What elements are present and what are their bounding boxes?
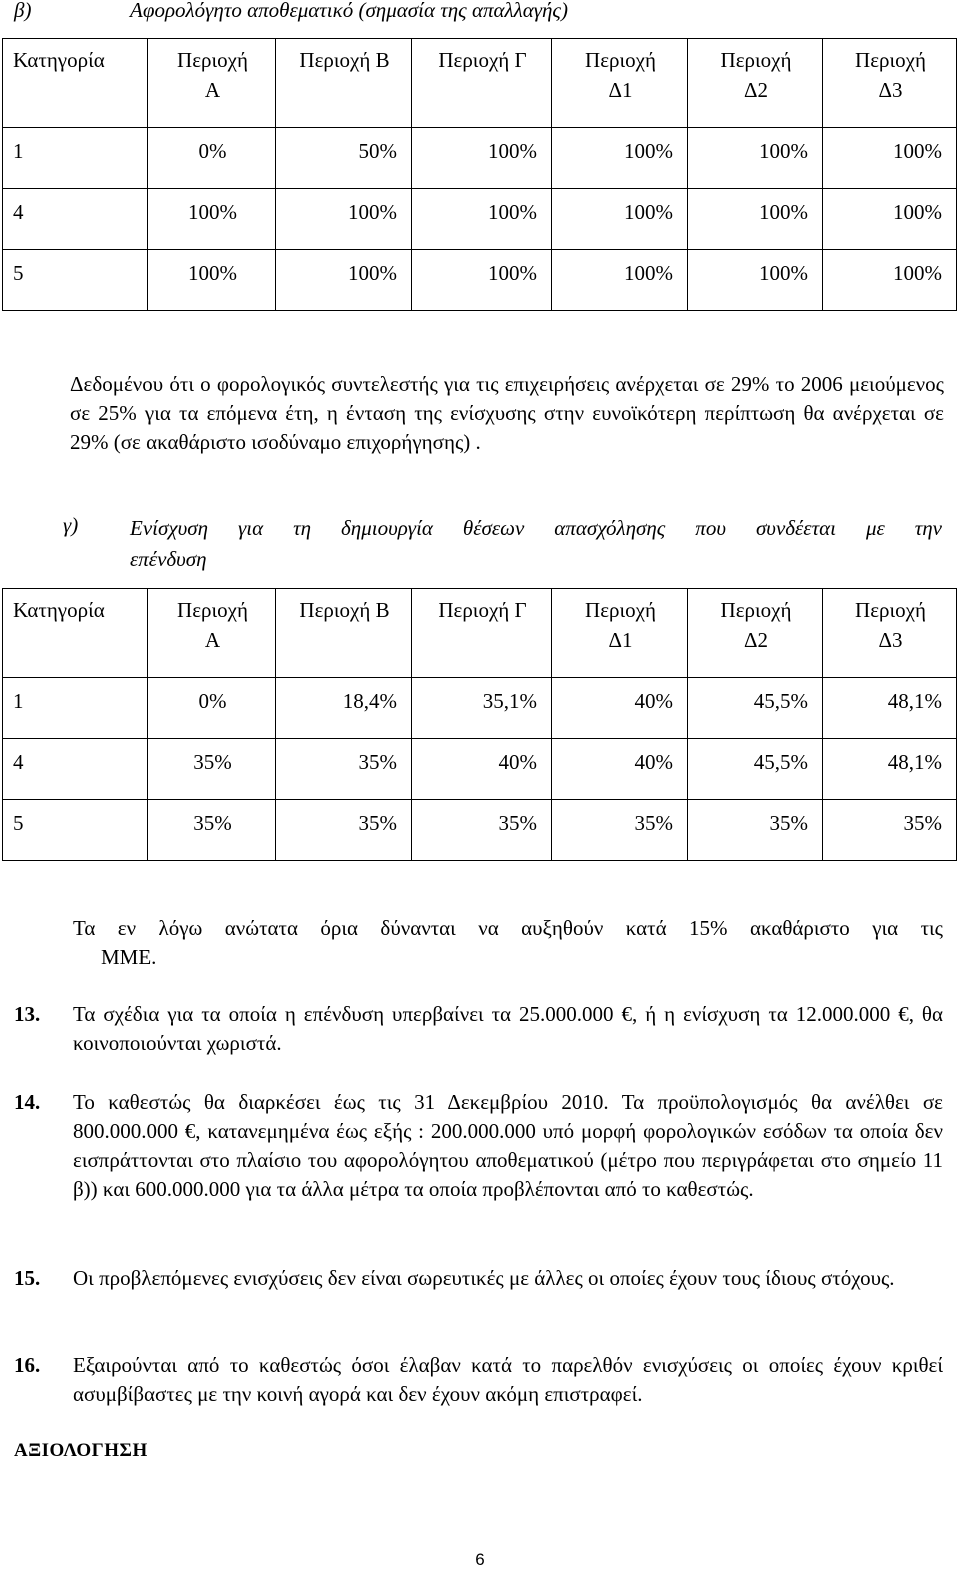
- table-cell: 50%: [276, 128, 412, 189]
- item-number: 16.: [14, 1353, 41, 1377]
- table-cell: 4: [3, 189, 148, 250]
- table-cell: 100%: [412, 250, 552, 311]
- table-cell: 100%: [276, 189, 412, 250]
- header-cell: Περιοχή Α: [148, 39, 276, 128]
- evaluation-heading: ΑΞΙΟΛΟΓΗΣΗ: [14, 1440, 148, 1461]
- item-number: 13.: [14, 1002, 41, 1026]
- table-row: [3, 678, 957, 739]
- header-cell: Περιοχή Δ3: [823, 39, 957, 128]
- table-cell: 35,1%: [412, 678, 552, 739]
- table-cell: 18,4%: [276, 678, 412, 739]
- section-b-title: Αφορολόγητο αποθεματικό (σημασία της απαλλαγής): [130, 0, 568, 22]
- table-cell: 100%: [276, 250, 412, 311]
- section-c-label: γ): [63, 513, 79, 537]
- paragraph-tax-rate: Δεδομένου ότι ο φορολογικός συντελεστής για τις επιχειρήσεις ανέρχεται σε 29% το 2006 μειούμενος σε 25% για τα επόμενα έτη, η ένταση της ενίσχυσης στην ευνοϊκότερη περίπτωση θα ανέρχεται σε 29% (σε ακαθάριστο ισοδύναμο επιχορήγησης) .: [70, 372, 944, 454]
- header-cell: Περιοχή Δ3: [823, 589, 957, 678]
- table-cell: 40%: [552, 678, 688, 739]
- table-cell: 100%: [823, 250, 957, 311]
- sme-note: Τα εν λόγω ανώτατα όρια δύνανται να αυξηθούν κατά 15% ακαθάριστο για τις ΜΜΕ.: [73, 916, 943, 969]
- table-header-row: [3, 39, 957, 128]
- table-cell: 1: [3, 678, 148, 739]
- table-cell: 100%: [552, 189, 688, 250]
- table-cell: 48,1%: [823, 678, 957, 739]
- table-cell: 100%: [688, 250, 823, 311]
- table-cell: 45,5%: [688, 678, 823, 739]
- header-cell: Περιοχή Α: [148, 589, 276, 678]
- table-cell: 100%: [148, 189, 276, 250]
- table-cell: 35%: [412, 800, 552, 861]
- table-cell: 0%: [148, 678, 276, 739]
- header-cell: Περιοχή Δ1: [552, 39, 688, 128]
- table-cell: 100%: [552, 250, 688, 311]
- table-tax-reserve: [2, 38, 957, 311]
- table-row: [3, 189, 957, 250]
- item-text: Εξαιρούνται από το καθεστώς όσοι έλαβαν κατά το παρελθόν ενισχύσεις οι οποίες έχουν κριθεί ασυμβίβαστες με την κοινή αγορά και δεν έχουν ακόμη επιστραφεί.: [73, 1353, 943, 1406]
- header-cell: Κατηγορία: [3, 39, 148, 128]
- table-cell: 35%: [552, 800, 688, 861]
- item-number: 14.: [14, 1090, 41, 1114]
- table-cell: 100%: [688, 128, 823, 189]
- table-cell: 35%: [688, 800, 823, 861]
- item-text: Το καθεστώς θα διαρκέσει έως τις 31 Δεκεμβρίου 2010. Τα προϋπολογισμός θα ανέλθει σε 800.000.000 €, κατανεμημένα έως εξής : 200.000.000 υπό μορφή φορολογικών εσόδων τα οποία δεν εισπράττονται στο πλαίσιο του αφορολόγητου αποθεματικού (μέτρο που περιγράφεται στο σημείο 11 β)) και 600.000.000 για τα άλλα μέτρα τα οποία προβλέπονται από το καθεστώς.: [73, 1090, 943, 1201]
- table-cell: 35%: [148, 800, 276, 861]
- header-cell: Περιοχή Δ2: [688, 39, 823, 128]
- table-row: [3, 128, 957, 189]
- header-cell: Περιοχή Γ: [412, 39, 552, 128]
- table-cell: 35%: [823, 800, 957, 861]
- table-cell: 0%: [148, 128, 276, 189]
- table-cell: 100%: [552, 128, 688, 189]
- table-row: [3, 800, 957, 861]
- table-cell: 40%: [552, 739, 688, 800]
- table-cell: 100%: [688, 189, 823, 250]
- table-cell: 35%: [276, 739, 412, 800]
- table-cell: 40%: [412, 739, 552, 800]
- table-cell: 45,5%: [688, 739, 823, 800]
- item-number: 15.: [14, 1266, 41, 1290]
- table-cell: 48,1%: [823, 739, 957, 800]
- header-cell: Περιοχή Β: [276, 39, 412, 128]
- table-header-row: [3, 589, 957, 678]
- table-cell: 100%: [412, 189, 552, 250]
- table-cell: 100%: [823, 128, 957, 189]
- table-row: [3, 250, 957, 311]
- table-employment-aid: [2, 588, 957, 861]
- header-cell: Κατηγορία: [3, 589, 148, 678]
- header-cell: Περιοχή Δ2: [688, 589, 823, 678]
- table-cell: 5: [3, 800, 148, 861]
- header-cell: Περιοχή Β: [276, 589, 412, 678]
- section-c-title: Ενίσχυση για τη δημιουργία θέσεων απασχόλησης που συνδέεται με την επένδυση: [130, 516, 942, 571]
- section-b-label: β): [14, 0, 32, 22]
- table-cell: 100%: [412, 128, 552, 189]
- header-cell: Περιοχή Δ1: [552, 589, 688, 678]
- table-row: [3, 739, 957, 800]
- table-cell: 100%: [823, 189, 957, 250]
- page-number: 6: [475, 1550, 485, 1569]
- table-cell: 35%: [148, 739, 276, 800]
- table-cell: 4: [3, 739, 148, 800]
- item-text: Οι προβλεπόμενες ενισχύσεις δεν είναι σωρευτικές με άλλες οι οποίες έχουν τους ίδιους στόχους.: [73, 1266, 895, 1290]
- item-text: Τα σχέδια για τα οποία η επένδυση υπερβαίνει τα 25.000.000 €, ή η ενίσχυση τα 12.000.000 €, θα κοινοποιούνται χωριστά.: [73, 1002, 943, 1055]
- table-cell: 35%: [276, 800, 412, 861]
- header-cell: Περιοχή Γ: [412, 589, 552, 678]
- table-cell: 100%: [148, 250, 276, 311]
- table-cell: 5: [3, 250, 148, 311]
- table-cell: 1: [3, 128, 148, 189]
